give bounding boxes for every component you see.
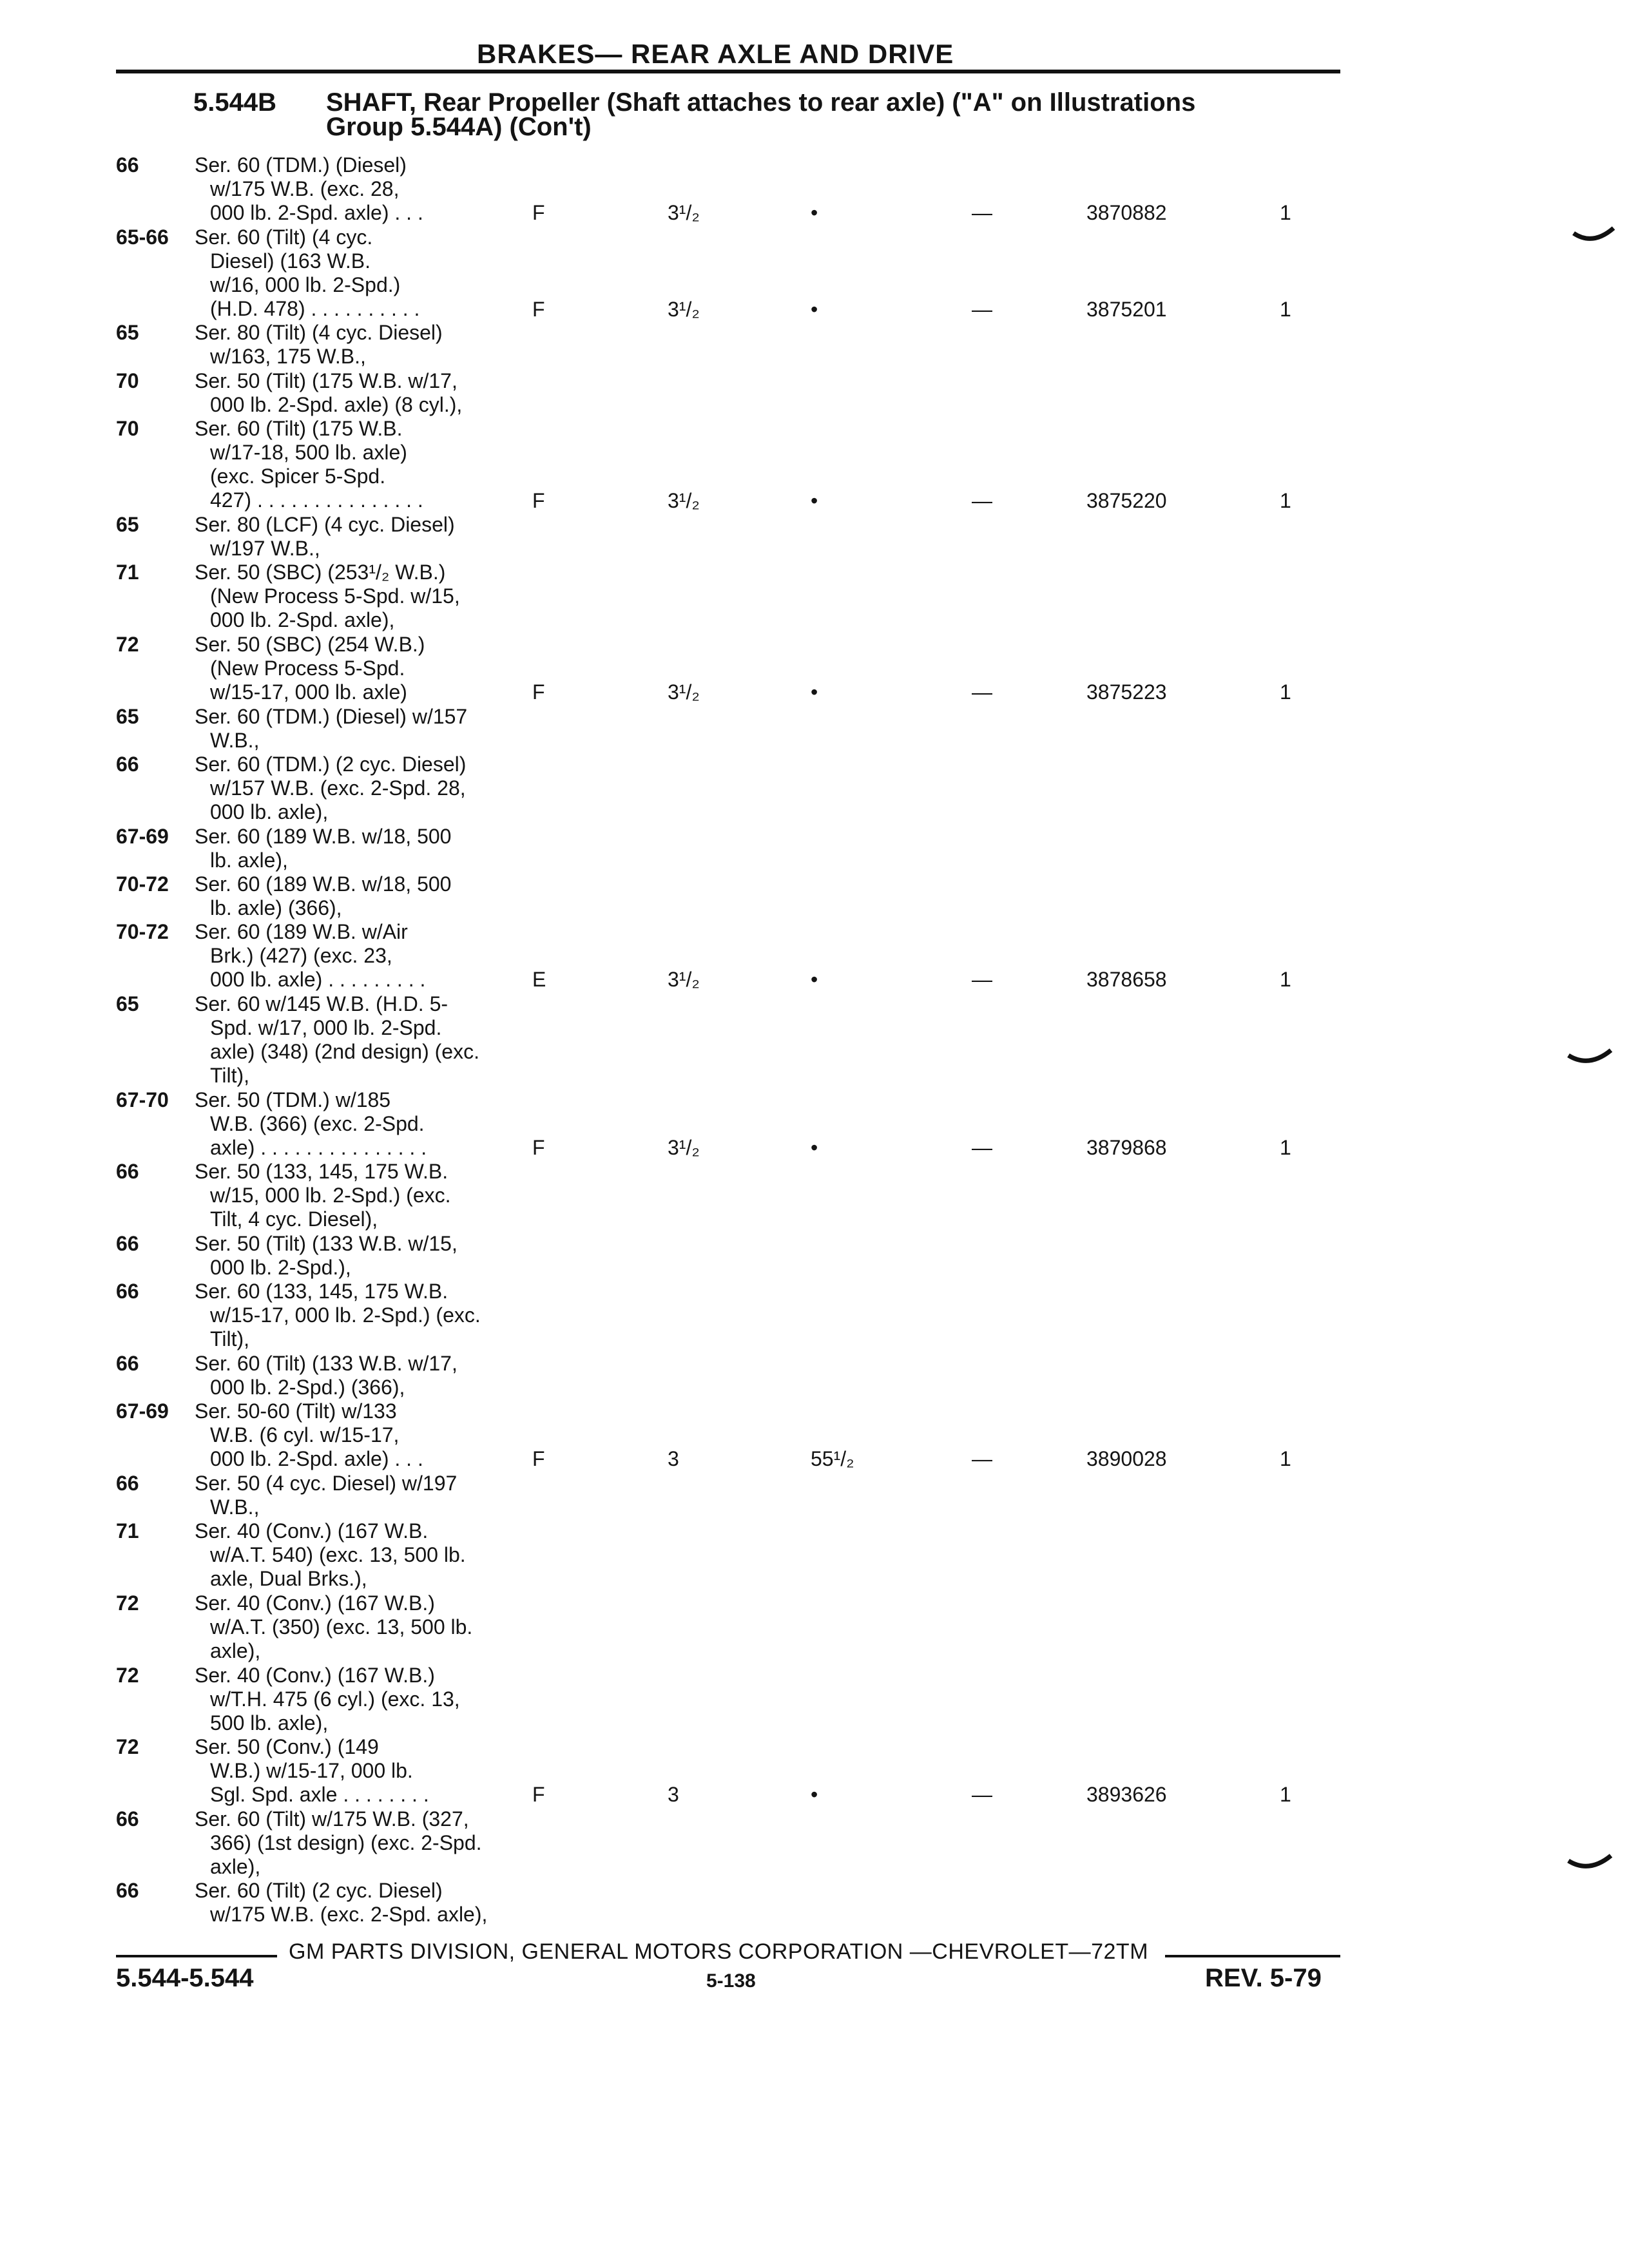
entry-dash: — xyxy=(972,680,992,704)
footer-revision: REV. 5-79 xyxy=(1205,1964,1322,1992)
description-line: Ser. 40 (Conv.) (167 W.B.) xyxy=(195,1591,435,1615)
description-line: 000 lb. axle), xyxy=(210,800,329,823)
entry-part-number: 3878658 xyxy=(1086,968,1167,991)
entry-description xyxy=(195,1807,543,1879)
entry-diameter: 3¹/₂ xyxy=(668,298,700,321)
entry-quantity: 1 xyxy=(1280,489,1291,512)
entry-dash: — xyxy=(972,201,992,224)
entry-description xyxy=(195,561,543,632)
entry-year: 66 xyxy=(116,1232,139,1255)
description-line: Ser. 60 (Tilt) (133 W.B. w/17, xyxy=(195,1352,458,1375)
entry-description xyxy=(195,513,543,561)
entry-description xyxy=(195,920,543,992)
entry-quantity: 1 xyxy=(1280,1783,1291,1806)
description-line: Ser. 40 (Conv.) (167 W.B. xyxy=(195,1519,429,1542)
entry-diameter: 3¹/₂ xyxy=(668,489,700,512)
entry-dash: — xyxy=(972,1783,992,1806)
description-line: w/15-17, 000 lb. 2-Spd.) (exc. xyxy=(210,1303,481,1327)
description-line: w/16, 000 lb. 2-Spd.) xyxy=(210,273,401,296)
entry-description xyxy=(195,153,543,225)
entry-year: 72 xyxy=(116,633,139,656)
footer-page-number: 5-138 xyxy=(706,1970,756,1992)
description-line: 000 lb. 2-Spd.) (366), xyxy=(210,1376,405,1399)
entry-description xyxy=(195,417,543,512)
description-line: axle), xyxy=(210,1639,261,1662)
entry-dash: — xyxy=(972,968,992,991)
entry-year: 66 xyxy=(116,1807,139,1831)
description-line: Ser. 40 (Conv.) (167 W.B.) xyxy=(195,1664,435,1687)
entry-length: • xyxy=(811,1783,818,1806)
description-line: (New Process 5-Spd. xyxy=(210,657,405,680)
description-line: w/A.T. (350) (exc. 13, 500 lb. xyxy=(210,1615,473,1639)
description-line: Ser. 60 (TDM.) (Diesel) xyxy=(195,153,407,177)
description-line: w/15, 000 lb. 2-Spd.) (exc. xyxy=(210,1184,451,1207)
entry-description xyxy=(195,226,543,321)
entry-description xyxy=(195,1160,543,1231)
description-line: w/T.H. 475 (6 cyl.) (exc. 13, xyxy=(210,1687,460,1711)
entry-code: E xyxy=(532,968,546,991)
entry-year: 66 xyxy=(116,1160,139,1183)
description-line: w/A.T. 540) (exc. 13, 500 lb. xyxy=(210,1543,466,1566)
entry-description xyxy=(195,1232,543,1280)
entry-diameter: 3¹/₂ xyxy=(668,680,700,704)
entry-part-number: 3875201 xyxy=(1086,298,1167,321)
entry-description xyxy=(195,1735,543,1807)
description-line: Tilt), xyxy=(210,1064,250,1087)
description-line: Ser. 50 (Tilt) (133 W.B. w/15, xyxy=(195,1232,458,1255)
entry-description xyxy=(195,825,543,872)
entry-quantity: 1 xyxy=(1280,201,1291,224)
entry-description xyxy=(195,1352,543,1399)
entry-dash: — xyxy=(972,1136,992,1159)
entry-part-number: 3893626 xyxy=(1086,1783,1167,1806)
binder-hole-mark xyxy=(1565,1046,1616,1072)
description-line: (New Process 5-Spd. w/15, xyxy=(210,584,460,608)
description-line: 500 lb. axle), xyxy=(210,1711,329,1735)
description-line: W.B., xyxy=(210,1495,260,1519)
description-line: 427) . . . . . . . . . . . . . . . xyxy=(210,488,423,512)
description-line: axle) . . . . . . . . . . . . . . . xyxy=(210,1136,427,1159)
description-line: w/163, 175 W.B., xyxy=(210,345,366,368)
entry-part-number: 3870882 xyxy=(1086,201,1167,224)
description-line: lb. axle) (366), xyxy=(210,896,342,919)
entry-part-number: 3875223 xyxy=(1086,680,1167,704)
description-line: Ser. 50 (Tilt) (175 W.B. w/17, xyxy=(195,369,458,392)
entry-description xyxy=(195,1280,543,1351)
entry-code: F xyxy=(532,1447,545,1470)
header-rule xyxy=(116,70,1340,73)
description-line: W.B., xyxy=(210,729,260,752)
description-line: (H.D. 478) . . . . . . . . . . xyxy=(210,297,420,320)
entry-description xyxy=(195,872,543,920)
description-line: (exc. Spicer 5-Spd. xyxy=(210,465,386,488)
description-line: 000 lb. 2-Spd.), xyxy=(210,1256,351,1279)
entry-quantity: 1 xyxy=(1280,1136,1291,1159)
description-line: axle) (348) (2nd design) (exc. xyxy=(210,1040,479,1063)
description-line: Ser. 60 (189 W.B. w/Air xyxy=(195,920,408,943)
description-line: Ser. 50 (SBC) (253¹/₂ W.B.) xyxy=(195,561,446,584)
entry-code: F xyxy=(532,680,545,704)
entry-diameter: 3 xyxy=(668,1447,679,1470)
description-line: Tilt, 4 cyc. Diesel), xyxy=(210,1207,378,1231)
entry-quantity: 1 xyxy=(1280,968,1291,991)
entry-description xyxy=(195,1591,543,1663)
description-line: w/15-17, 000 lb. axle) xyxy=(210,680,407,704)
entry-part-number: 3879868 xyxy=(1086,1136,1167,1159)
entry-description xyxy=(195,1399,543,1471)
page-header-title: BRAKES— REAR AXLE AND DRIVE xyxy=(477,39,954,69)
entry-year: 65 xyxy=(116,321,139,344)
description-line: Ser. 80 (LCF) (4 cyc. Diesel) xyxy=(195,513,455,536)
entry-description xyxy=(195,1664,543,1735)
description-line: Tilt), xyxy=(210,1327,250,1350)
entry-year: 66 xyxy=(116,1352,139,1375)
entry-length: • xyxy=(811,968,818,991)
description-line: w/157 W.B. (exc. 2-Spd. 28, xyxy=(210,776,466,800)
entry-year: 66 xyxy=(116,1879,139,1902)
description-line: 000 lb. 2-Spd. axle) (8 cyl.), xyxy=(210,393,463,416)
description-line: Ser. 60 (Tilt) (175 W.B. xyxy=(195,417,403,440)
entry-description xyxy=(195,1088,543,1160)
section-number: 5.544B xyxy=(193,88,276,117)
footer-rule-left xyxy=(116,1955,277,1957)
entry-year: 70 xyxy=(116,369,139,392)
entry-part-number: 3875220 xyxy=(1086,489,1167,512)
entry-year: 72 xyxy=(116,1591,139,1615)
entry-code: F xyxy=(532,298,545,321)
description-line: Ser. 60 (Tilt) (2 cyc. Diesel) xyxy=(195,1879,443,1902)
entry-year: 66 xyxy=(116,153,139,177)
entry-diameter: 3¹/₂ xyxy=(668,968,700,991)
entry-length: 55¹/₂ xyxy=(811,1447,854,1470)
entry-year: 65 xyxy=(116,513,139,536)
description-line: W.B. (366) (exc. 2-Spd. xyxy=(210,1112,425,1135)
description-line: Ser. 60 (189 W.B. w/18, 500 xyxy=(195,872,452,896)
description-line: Sgl. Spd. axle . . . . . . . . xyxy=(210,1783,429,1806)
binder-hole-mark xyxy=(1565,1853,1616,1879)
entry-description xyxy=(195,705,543,753)
entry-year: 66 xyxy=(116,1472,139,1495)
entry-description xyxy=(195,992,543,1088)
entry-year: 65 xyxy=(116,992,139,1015)
entry-description xyxy=(195,1472,543,1519)
binder-hole-mark xyxy=(1571,224,1616,250)
entry-code: F xyxy=(532,201,545,224)
description-line: Ser. 60 (TDM.) (Diesel) w/157 xyxy=(195,705,468,728)
entry-year: 71 xyxy=(116,1519,139,1542)
entry-code: F xyxy=(532,1136,545,1159)
description-line: lb. axle), xyxy=(210,849,288,872)
description-line: axle, Dual Brks.), xyxy=(210,1567,367,1590)
entry-year: 66 xyxy=(116,753,139,776)
description-line: Ser. 60 w/145 W.B. (H.D. 5- xyxy=(195,992,448,1015)
entry-year: 71 xyxy=(116,561,139,584)
entry-year: 67-69 xyxy=(116,1399,169,1423)
entry-year: 67-69 xyxy=(116,825,169,848)
entry-quantity: 1 xyxy=(1280,298,1291,321)
entry-year: 67-70 xyxy=(116,1088,169,1111)
footer-corporation: GM PARTS DIVISION, GENERAL MOTORS CORPORATION —CHEVROLET—72TM xyxy=(289,1939,1149,1964)
description-line: Ser. 50 (133, 145, 175 W.B. xyxy=(195,1160,448,1183)
description-line: 000 lb. 2-Spd. axle) . . . xyxy=(210,1447,423,1470)
entry-diameter: 3¹/₂ xyxy=(668,201,700,224)
entry-description xyxy=(195,1879,543,1927)
description-line: Ser. 60 (Tilt) (4 cyc. xyxy=(195,226,373,249)
entry-diameter: 3¹/₂ xyxy=(668,1136,700,1159)
entry-code: F xyxy=(532,1783,545,1806)
entry-dash: — xyxy=(972,298,992,321)
entry-year: 65 xyxy=(116,705,139,728)
description-line: w/17-18, 500 lb. axle) xyxy=(210,441,407,464)
footer-rule-right xyxy=(1165,1955,1340,1957)
description-line: Ser. 50 (Conv.) (149 xyxy=(195,1735,379,1758)
footer-section-range: 5.544-5.544 xyxy=(116,1964,254,1992)
description-line: Ser. 60 (TDM.) (2 cyc. Diesel) xyxy=(195,753,467,776)
entry-quantity: 1 xyxy=(1280,680,1291,704)
entry-year: 70 xyxy=(116,417,139,440)
entry-part-number: 3890028 xyxy=(1086,1447,1167,1470)
description-line: Brk.) (427) (exc. 23, xyxy=(210,944,392,967)
entry-length: • xyxy=(811,489,818,512)
entry-dash: — xyxy=(972,1447,992,1470)
description-line: 366) (1st design) (exc. 2-Spd. xyxy=(210,1831,482,1854)
description-line: Ser. 80 (Tilt) (4 cyc. Diesel) xyxy=(195,321,443,344)
section-subtitle: Group 5.544A) (Con't) xyxy=(326,113,592,141)
description-line: Spd. w/17, 000 lb. 2-Spd. xyxy=(210,1016,442,1039)
description-line: Ser. 50 (TDM.) w/185 xyxy=(195,1088,391,1111)
description-line: 000 lb. 2-Spd. axle), xyxy=(210,608,395,631)
entry-description xyxy=(195,633,543,704)
entry-year: 72 xyxy=(116,1664,139,1687)
entry-code: F xyxy=(532,489,545,512)
entry-diameter: 3 xyxy=(668,1783,679,1806)
entry-length: • xyxy=(811,680,818,704)
entry-description xyxy=(195,321,543,369)
description-line: 000 lb. 2-Spd. axle) . . . xyxy=(210,201,423,224)
description-line: Ser. 60 (189 W.B. w/18, 500 xyxy=(195,825,452,848)
entry-description xyxy=(195,753,543,824)
entry-year: 72 xyxy=(116,1735,139,1758)
description-line: Ser. 60 (133, 145, 175 W.B. xyxy=(195,1280,448,1303)
section-title: SHAFT, Rear Propeller (Shaft attaches to rear axle) ("A" on Illustrations xyxy=(326,88,1196,117)
entry-dash: — xyxy=(972,489,992,512)
entry-length: • xyxy=(811,298,818,321)
description-line: W.B. (6 cyl. w/15-17, xyxy=(210,1423,400,1446)
entry-year: 66 xyxy=(116,1280,139,1303)
description-line: w/197 W.B., xyxy=(210,537,320,560)
description-line: w/175 W.B. (exc. 28, xyxy=(210,177,400,200)
description-line: W.B.) w/15-17, 000 lb. xyxy=(210,1759,413,1782)
entry-length: • xyxy=(811,1136,818,1159)
entry-description xyxy=(195,369,543,417)
entry-year: 65-66 xyxy=(116,226,169,249)
description-line: Diesel) (163 W.B. xyxy=(210,249,371,273)
entry-quantity: 1 xyxy=(1280,1447,1291,1470)
entry-length: • xyxy=(811,201,818,224)
description-line: Ser. 50-60 (Tilt) w/133 xyxy=(195,1399,397,1423)
entry-year: 70-72 xyxy=(116,920,169,943)
entry-year: 70-72 xyxy=(116,872,169,896)
entry-description xyxy=(195,1519,543,1591)
description-line: axle), xyxy=(210,1855,261,1878)
description-line: Ser. 50 (SBC) (254 W.B.) xyxy=(195,633,425,656)
description-line: w/175 W.B. (exc. 2-Spd. axle), xyxy=(210,1903,488,1926)
description-line: 000 lb. axle) . . . . . . . . . xyxy=(210,968,426,991)
description-line: Ser. 50 (4 cyc. Diesel) w/197 xyxy=(195,1472,458,1495)
description-line: Ser. 60 (Tilt) w/175 W.B. (327, xyxy=(195,1807,469,1831)
